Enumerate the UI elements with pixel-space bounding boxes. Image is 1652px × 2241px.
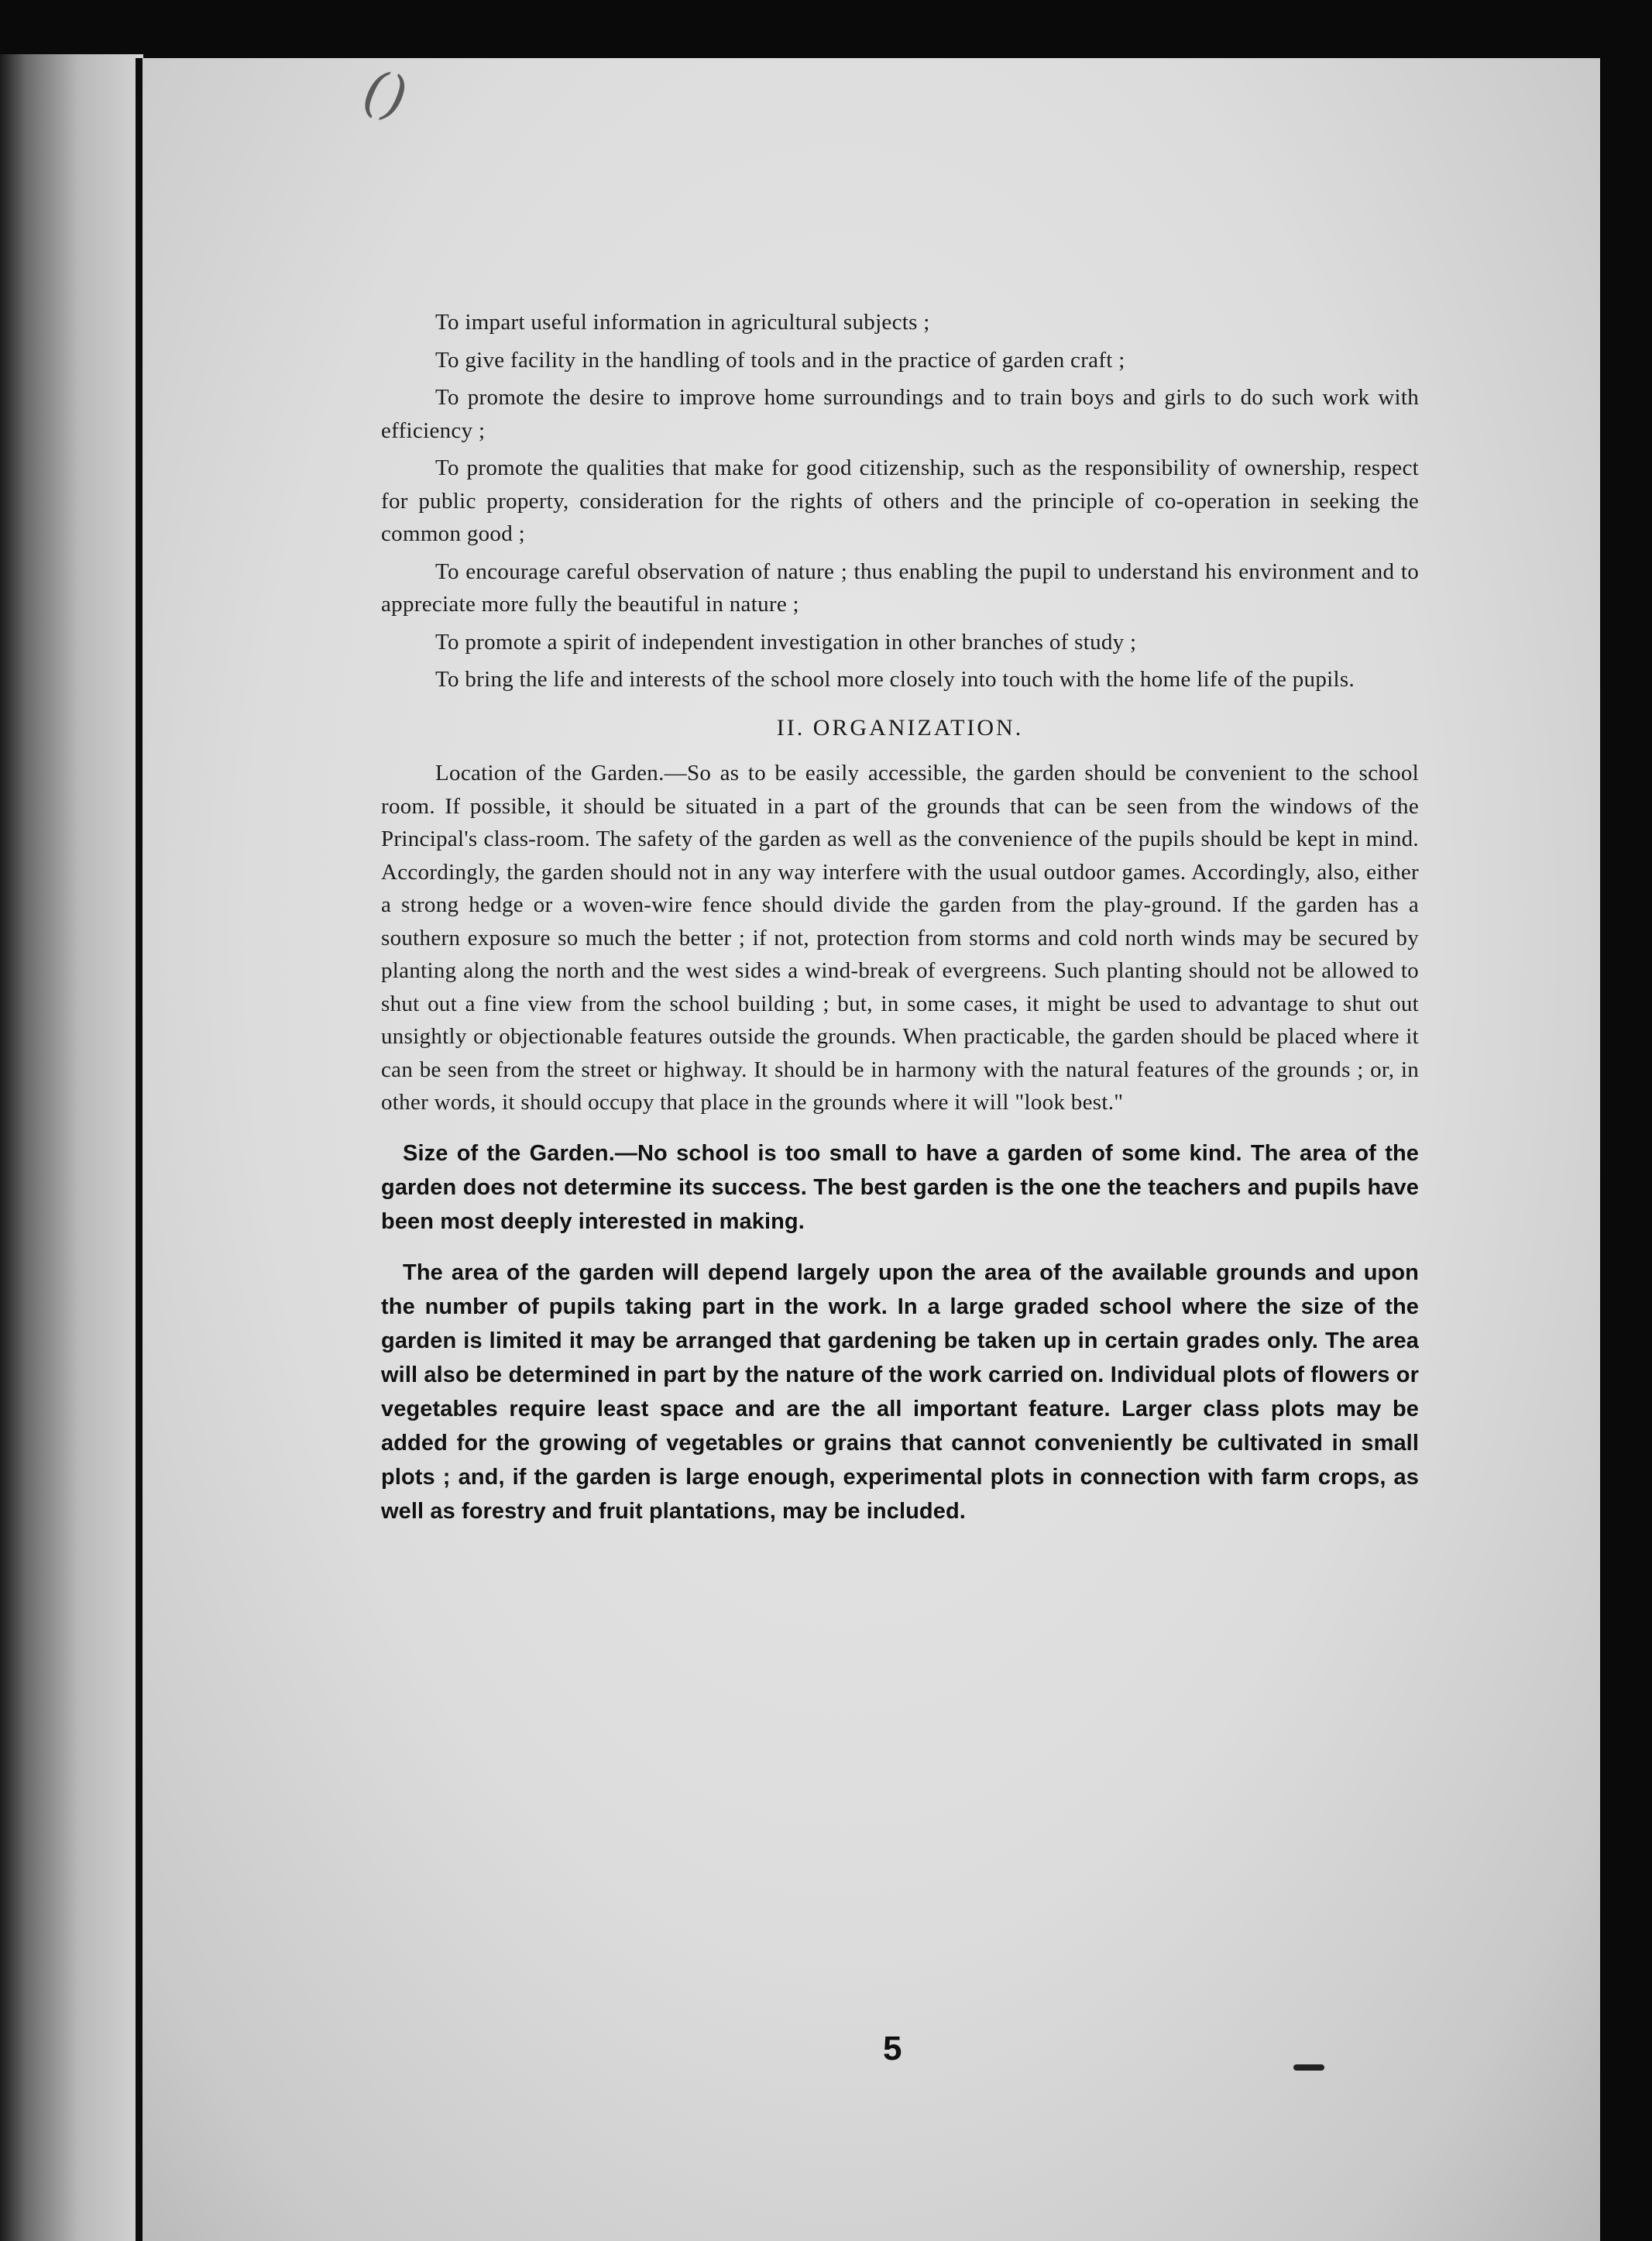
aim-item: To bring the life and interests of the school more closely into touch with the home life of the pupils. [435, 667, 1355, 692]
bold-text-block [381, 1136, 1419, 1528]
aim-item: To promote a spirit of independent investigation in other branches of study ; [435, 629, 1137, 655]
size-paragraph: Size of the Garden.—No school is too small to have a garden of some kind. The area of the garden does not determine its success. The best garden is the one the teachers and pupils have been most deeply interested in making. [381, 1140, 1419, 1234]
page-number: 5 [883, 2030, 902, 2067]
aim-item: To encourage careful observation of nature ; thus enabling the pupil to understand his environment and to appreciate more fully the beautiful in nature ; [381, 559, 1419, 617]
section-heading: II. ORGANIZATION. [776, 714, 1024, 741]
aim-item: To promote the qualities that make for good citizenship, such as the responsibility of ownership, respect for public property, consideration for the rights of others and the principle of co-operation in seeking the common good ; [381, 455, 1419, 546]
aim-item: To give facility in the handling of tools and in the practice of garden craft ; [435, 347, 1125, 373]
aim-item: To impart useful information in agricultural subjects ; [435, 310, 930, 335]
book-spine-edge [136, 58, 143, 2241]
area-paragraph: The area of the garden will depend largely upon the area of the available grounds and upon the number of pupils taking part in the work. In a large graded school where the size of the garden is limited it may be arranged that gardening be taken up in certain grades only. The area will also be determined in part by the nature of the work carried on. Individual plots of flowers or vegetables require least space and are the all important feature. Larger class plots may be added for the growing of vegetables or grains that cannot conveniently be cultivated in small plots ; and, if the garden is large enough, experimental plots in connection with farm crops, as well as forestry and fruit plantations, may be included. [381, 1260, 1419, 1524]
page-body [381, 306, 1419, 1528]
scan-right-edge [1600, 77, 1652, 2241]
location-paragraph: Location of the Garden.—So as to be easily accessible, the garden should be convenient to the school room. If possible, it should be situated in a part of the grounds that can be seen from the windows of the Principal's class-room. The safety of the garden as well as the convenience of the pupils should be kept in mind. Accordingly, the garden should not in any way interfere with the usual outdoor games. Accordingly, also, either a strong hedge or a woven-wire fence should divide the garden from the play-ground. If the garden has a southern exposure so much the better ; if not, protection from storms and cold north winds may be secured by planting along the north and the west sides a wind-break of evergreens. Such planting should not be allowed to shut out a fine view from the school building ; but, in some cases, it might be used to advantage to shut out unsightly or objectionable features outside the grounds. When practicable, the garden should be placed where it can be seen from the street or highway. It should be in harmony with the natural features of the grounds ; or, in other words, it should occupy that place in the grounds where it will "look best." [381, 761, 1419, 1115]
corner-handwritten-mark: () [358, 58, 413, 129]
aim-item: To promote the desire to improve home surroundings and to train boys and girls to do such work with efficiency ; [381, 385, 1419, 443]
scan-left-margin [0, 54, 143, 2241]
ink-smudge [1293, 2064, 1324, 2071]
